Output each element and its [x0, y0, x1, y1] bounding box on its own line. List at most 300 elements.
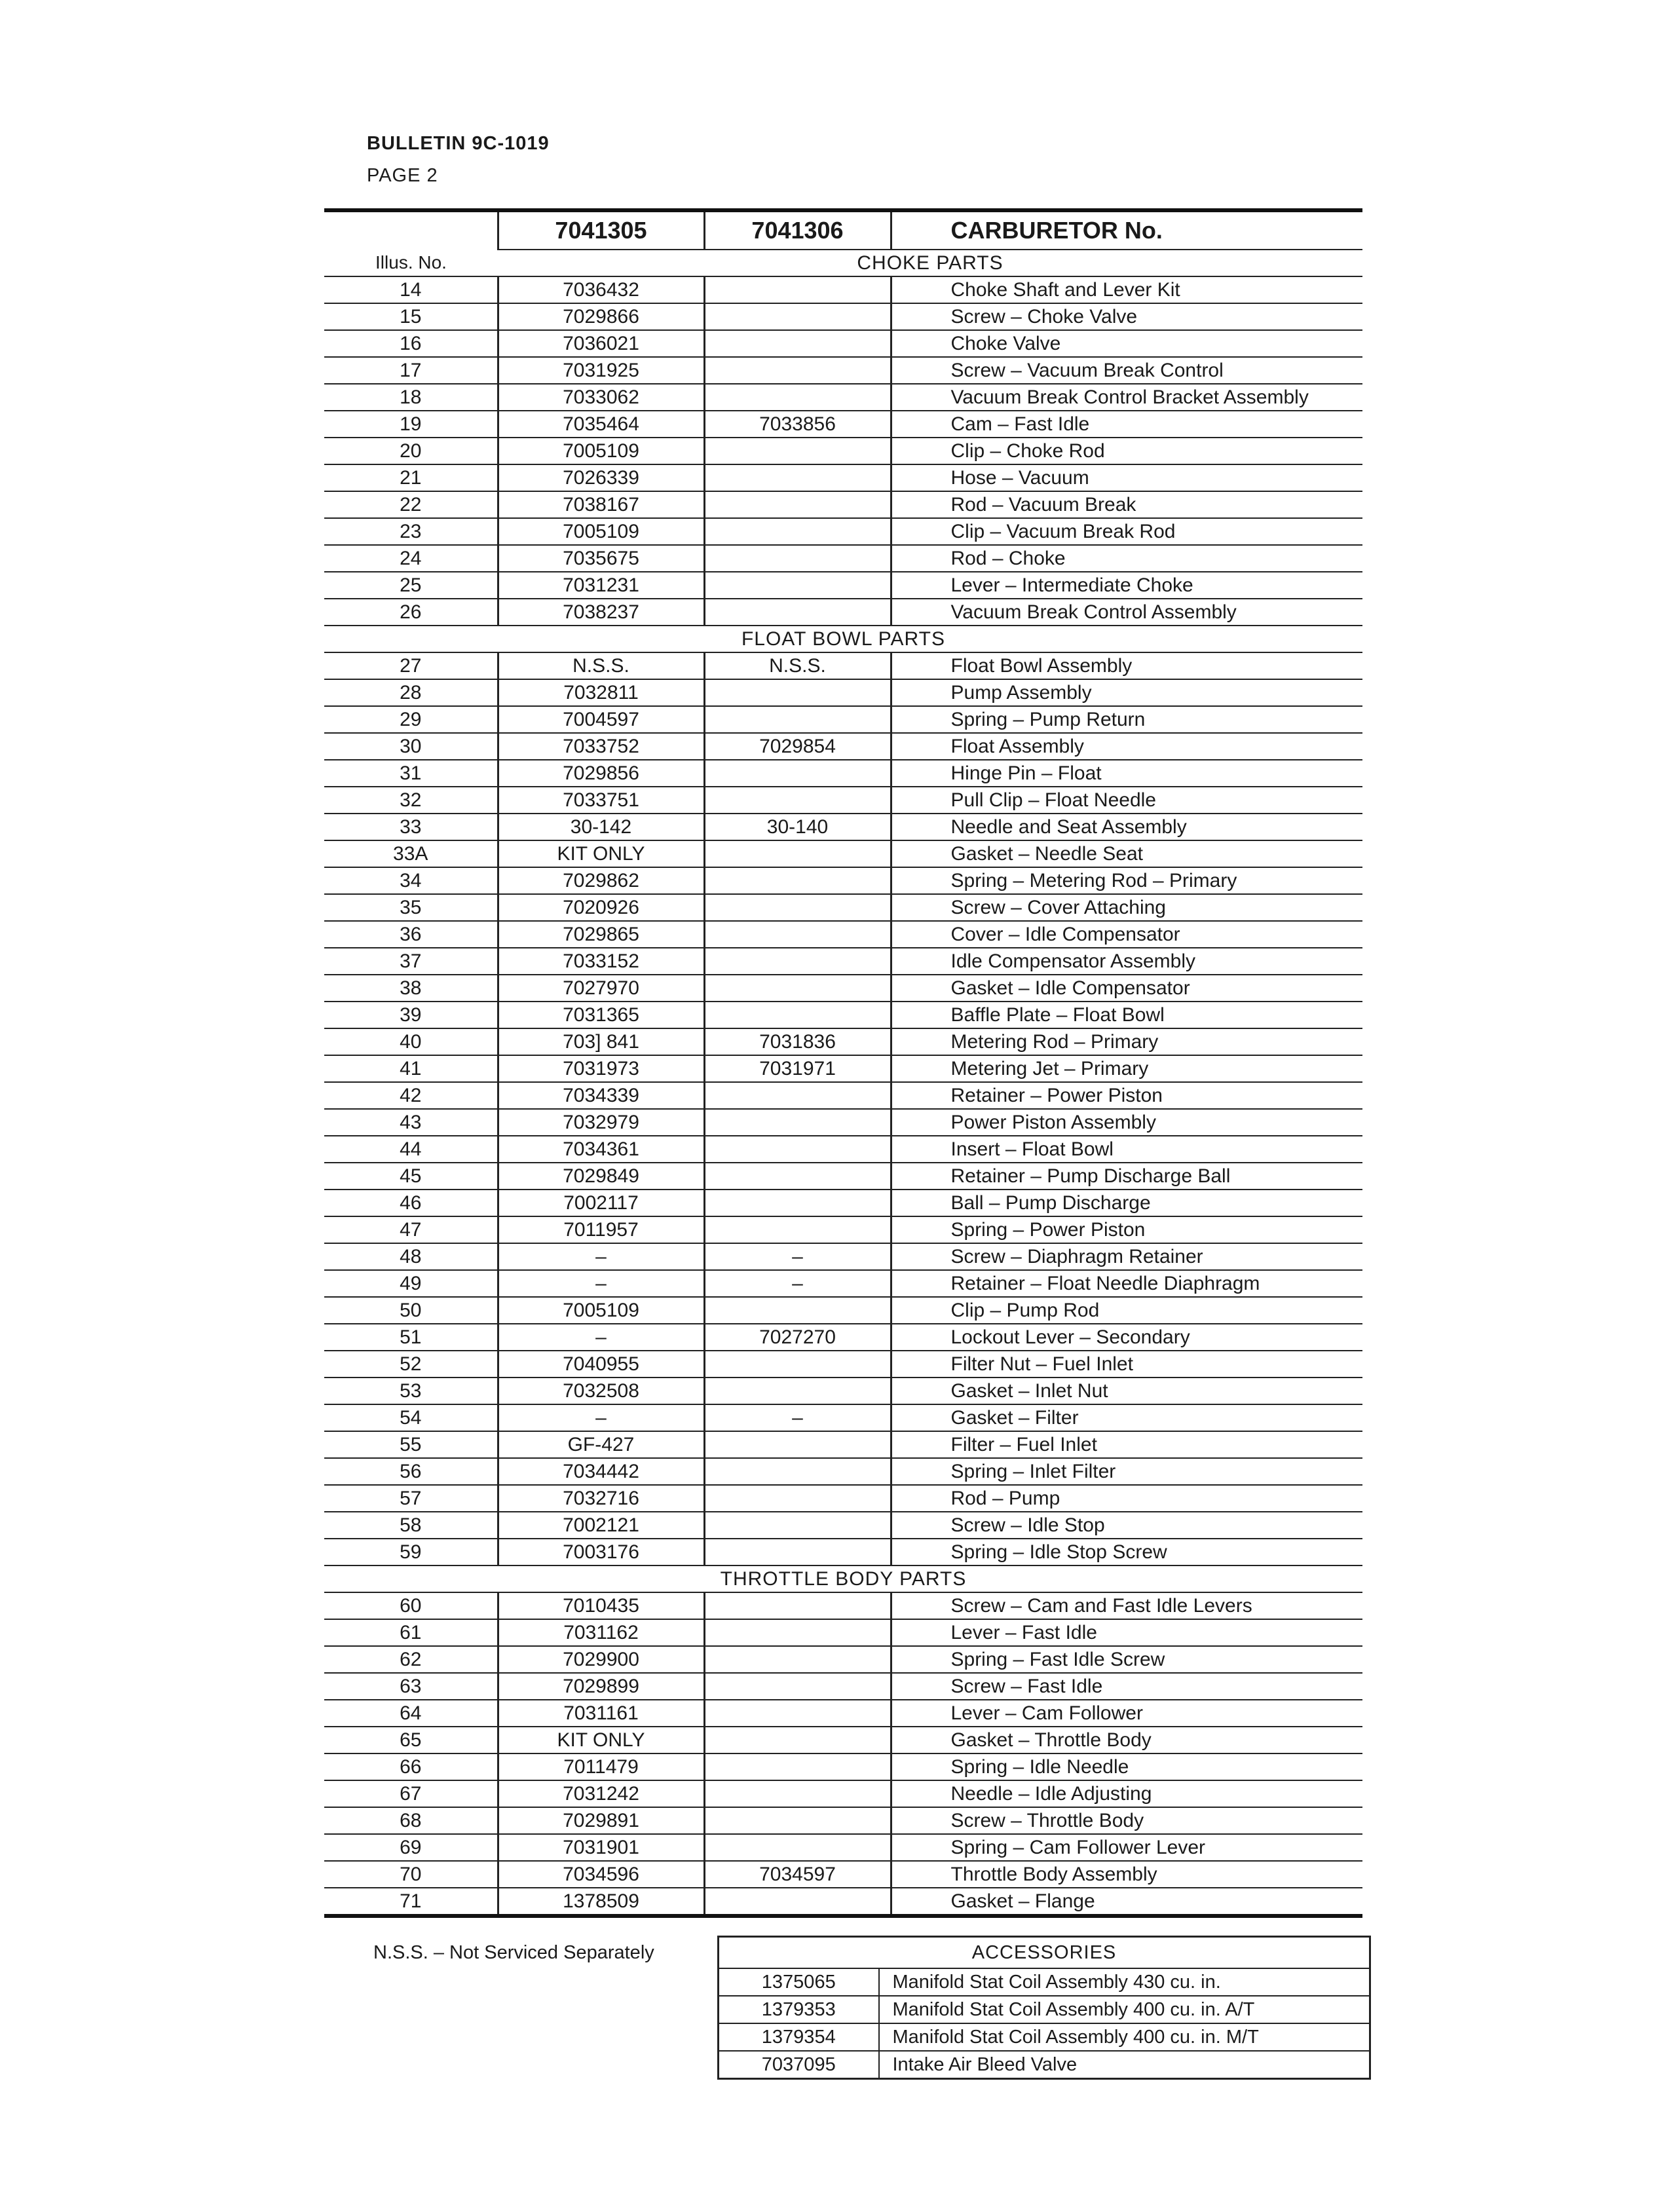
table-row	[324, 1539, 1362, 1565]
part-number-7041305: 30-142	[498, 814, 704, 840]
part-number-7041306	[704, 1002, 891, 1028]
illus-number: 17	[324, 357, 498, 384]
part-description: Lever – Fast Idle	[891, 1619, 1362, 1646]
accessory-description: Intake Air Bleed Valve	[879, 2051, 1370, 2079]
illus-number: 64	[324, 1700, 498, 1727]
illus-number: 38	[324, 975, 498, 1002]
part-number-7041306: 7027270	[704, 1324, 891, 1351]
part-description: Retainer – Pump Discharge Ball	[891, 1163, 1362, 1190]
table-row	[324, 1431, 1362, 1458]
illus-number: 47	[324, 1216, 498, 1243]
part-number-7041306	[704, 1673, 891, 1700]
illus-number: 57	[324, 1485, 498, 1512]
part-description: Ball – Pump Discharge	[891, 1190, 1362, 1216]
part-number-7041305: 7031161	[498, 1700, 704, 1727]
table-row	[324, 572, 1362, 599]
table-row	[324, 760, 1362, 787]
carburetor-label: CARBURETOR No.	[891, 210, 1362, 250]
part-number-7041306: 7033856	[704, 411, 891, 438]
table-row	[324, 1592, 1362, 1619]
part-description: Spring – Pump Return	[891, 706, 1362, 733]
part-description: Vacuum Break Control Assembly	[891, 599, 1362, 626]
part-description: Gasket – Idle Compensator	[891, 975, 1362, 1002]
part-description: Baffle Plate – Float Bowl	[891, 1002, 1362, 1028]
illus-header-blank	[324, 210, 498, 250]
part-number-7041305: 7011957	[498, 1216, 704, 1243]
part-number-7041305: 7029891	[498, 1807, 704, 1834]
part-description: Vacuum Break Control Bracket Assembly	[891, 384, 1362, 411]
parts-table	[324, 208, 1362, 1918]
part-number-7041306: –	[704, 1404, 891, 1431]
part-number-7041306	[704, 1646, 891, 1673]
table-row	[324, 518, 1362, 545]
part-description: Cover – Idle Compensator	[891, 921, 1362, 948]
part-number-7041305: 7031242	[498, 1780, 704, 1807]
illus-number: 68	[324, 1807, 498, 1834]
part-description: Needle and Seat Assembly	[891, 814, 1362, 840]
table-row	[324, 867, 1362, 894]
table-row	[324, 1190, 1362, 1216]
section-row	[324, 626, 1362, 652]
accessory-row	[719, 1968, 1370, 1996]
table-header-row	[324, 210, 1362, 250]
part-number-7041305: 7032508	[498, 1378, 704, 1404]
part-number-7041306	[704, 1109, 891, 1136]
table-row	[324, 679, 1362, 706]
part-number-7041306	[704, 1834, 891, 1861]
part-description: Rod – Choke	[891, 545, 1362, 572]
illus-number: 25	[324, 572, 498, 599]
part-description: Lever – Intermediate Choke	[891, 572, 1362, 599]
part-number-7041306	[704, 438, 891, 464]
illus-number: 69	[324, 1834, 498, 1861]
part-number-7041306	[704, 1539, 891, 1565]
table-row	[324, 1136, 1362, 1163]
illus-number: 39	[324, 1002, 498, 1028]
table-row	[324, 330, 1362, 357]
part-number-7041306	[704, 330, 891, 357]
illus-number: 60	[324, 1592, 498, 1619]
illus-number: 21	[324, 464, 498, 491]
part-description: Screw – Cam and Fast Idle Levers	[891, 1592, 1362, 1619]
section-title: CHOKE PARTS	[498, 250, 1362, 276]
part-number-7041305: 7031901	[498, 1834, 704, 1861]
part-description: Screw – Fast Idle	[891, 1673, 1362, 1700]
illus-number: 14	[324, 276, 498, 303]
part-number-7041306: 7031971	[704, 1055, 891, 1082]
part-description: Float Bowl Assembly	[891, 652, 1362, 679]
table-row	[324, 1619, 1362, 1646]
part-description: Hinge Pin – Float	[891, 760, 1362, 787]
part-number-7041305: 7034442	[498, 1458, 704, 1485]
table-row	[324, 411, 1362, 438]
part-description: Metering Rod – Primary	[891, 1028, 1362, 1055]
table-row	[324, 1028, 1362, 1055]
part-description: Power Piston Assembly	[891, 1109, 1362, 1136]
part-number-7041305: –	[498, 1324, 704, 1351]
part-number-7041306	[704, 1082, 891, 1109]
illus-number: 34	[324, 867, 498, 894]
illus-number: 19	[324, 411, 498, 438]
part-description: Clip – Choke Rod	[891, 438, 1362, 464]
part-number-7041305: 7005109	[498, 438, 704, 464]
table-row	[324, 894, 1362, 921]
part-number-7041306: N.S.S.	[704, 652, 891, 679]
part-number-7041305: 7003176	[498, 1539, 704, 1565]
part-number-7041306	[704, 1378, 891, 1404]
part-number-7041306	[704, 1592, 891, 1619]
table-row	[324, 1351, 1362, 1378]
illus-number: 45	[324, 1163, 498, 1190]
illus-number: 67	[324, 1780, 498, 1807]
part-description: Spring – Idle Stop Screw	[891, 1539, 1362, 1565]
table-row	[324, 1780, 1362, 1807]
illus-number: 30	[324, 733, 498, 760]
part-number-7041306	[704, 384, 891, 411]
part-description: Metering Jet – Primary	[891, 1055, 1362, 1082]
part-description: Spring – Idle Needle	[891, 1753, 1362, 1780]
table-row	[324, 1163, 1362, 1190]
part-number-7041305: 7033152	[498, 948, 704, 975]
part-description: Pump Assembly	[891, 679, 1362, 706]
part-description: Spring – Metering Rod – Primary	[891, 867, 1362, 894]
part-number-7041305: 7029900	[498, 1646, 704, 1673]
part-description: Screw – Cover Attaching	[891, 894, 1362, 921]
illus-number: 44	[324, 1136, 498, 1163]
part-number-7041305: 7005109	[498, 1297, 704, 1324]
part-description: Spring – Power Piston	[891, 1216, 1362, 1243]
carburetor-a-number: 7041305	[498, 210, 704, 250]
part-number-7041305: 7032979	[498, 1109, 704, 1136]
illus-number: 62	[324, 1646, 498, 1673]
illus-number: 59	[324, 1539, 498, 1565]
table-row	[324, 1055, 1362, 1082]
accessory-row	[719, 1996, 1370, 2023]
part-number-7041305: 7038167	[498, 491, 704, 518]
table-row	[324, 1700, 1362, 1727]
part-number-7041306	[704, 975, 891, 1002]
part-number-7041306	[704, 357, 891, 384]
table-row	[324, 464, 1362, 491]
part-description: Choke Shaft and Lever Kit	[891, 276, 1362, 303]
bulletin-number: BULLETIN 9C-1019	[367, 133, 550, 154]
illus-number: 18	[324, 384, 498, 411]
table-row	[324, 1485, 1362, 1512]
accessory-description: Manifold Stat Coil Assembly 400 cu. in. A/T	[879, 1996, 1370, 2023]
accessory-row	[719, 2051, 1370, 2079]
illus-number: 65	[324, 1727, 498, 1753]
illus-number: 51	[324, 1324, 498, 1351]
illus-number: 42	[324, 1082, 498, 1109]
table-row	[324, 733, 1362, 760]
part-description: Spring – Fast Idle Screw	[891, 1646, 1362, 1673]
part-number-7041305: 7031925	[498, 357, 704, 384]
part-number-7041305: 7011479	[498, 1753, 704, 1780]
table-row	[324, 1753, 1362, 1780]
part-description: Screw – Choke Valve	[891, 303, 1362, 330]
part-number-7041306	[704, 1431, 891, 1458]
illus-number: 24	[324, 545, 498, 572]
part-description: Idle Compensator Assembly	[891, 948, 1362, 975]
part-description: Insert – Float Bowl	[891, 1136, 1362, 1163]
table-row	[324, 1512, 1362, 1539]
part-number-7041306	[704, 545, 891, 572]
part-description: Clip – Pump Rod	[891, 1297, 1362, 1324]
part-number-7041306: 7031836	[704, 1028, 891, 1055]
illus-number: 33	[324, 814, 498, 840]
table-row	[324, 491, 1362, 518]
part-number-7041305: –	[498, 1270, 704, 1297]
table-row	[324, 652, 1362, 679]
part-number-7041306	[704, 1351, 891, 1378]
illus-number: 58	[324, 1512, 498, 1539]
accessory-part-number: 1379354	[719, 2023, 879, 2051]
parts-table-body	[324, 210, 1362, 1916]
part-number-7041305: 7032716	[498, 1485, 704, 1512]
part-number-7041305: 7034361	[498, 1136, 704, 1163]
part-number-7041306	[704, 921, 891, 948]
part-description: Hose – Vacuum	[891, 464, 1362, 491]
part-description: Rod – Vacuum Break	[891, 491, 1362, 518]
table-row	[324, 1082, 1362, 1109]
part-description: Filter Nut – Fuel Inlet	[891, 1351, 1362, 1378]
part-description: Gasket – Needle Seat	[891, 840, 1362, 867]
table-row	[324, 1297, 1362, 1324]
table-row	[324, 1861, 1362, 1888]
part-number-7041305: 7035464	[498, 411, 704, 438]
part-description: Pull Clip – Float Needle	[891, 787, 1362, 814]
part-number-7041306	[704, 303, 891, 330]
table-row	[324, 1216, 1362, 1243]
part-number-7041306	[704, 1780, 891, 1807]
illus-number: 52	[324, 1351, 498, 1378]
part-number-7041305: KIT ONLY	[498, 1727, 704, 1753]
table-row	[324, 1834, 1362, 1861]
part-number-7041305: 7031973	[498, 1055, 704, 1082]
part-number-7041305: 7034339	[498, 1082, 704, 1109]
table-row	[324, 1646, 1362, 1673]
illus-number: 31	[324, 760, 498, 787]
part-description: Screw – Diaphragm Retainer	[891, 1243, 1362, 1270]
section-title: THROTTLE BODY PARTS	[324, 1565, 1362, 1592]
part-number-7041305: 7040955	[498, 1351, 704, 1378]
table-row	[324, 545, 1362, 572]
part-number-7041306	[704, 491, 891, 518]
accessory-description: Manifold Stat Coil Assembly 400 cu. in. M/T	[879, 2023, 1370, 2051]
part-number-7041305: 7032811	[498, 679, 704, 706]
table-row	[324, 706, 1362, 733]
part-number-7041306	[704, 1700, 891, 1727]
section-title: FLOAT BOWL PARTS	[324, 626, 1362, 652]
illus-no-header: Illus. No.	[324, 250, 498, 276]
accessory-part-number: 7037095	[719, 2051, 879, 2079]
part-number-7041305: 7033751	[498, 787, 704, 814]
part-number-7041305: GF-427	[498, 1431, 704, 1458]
part-number-7041306	[704, 572, 891, 599]
part-description: Retainer – Power Piston	[891, 1082, 1362, 1109]
table-row	[324, 840, 1362, 867]
illus-number: 26	[324, 599, 498, 626]
illus-number: 55	[324, 1431, 498, 1458]
part-number-7041306: –	[704, 1243, 891, 1270]
table-row	[324, 1243, 1362, 1270]
part-number-7041306	[704, 1458, 891, 1485]
part-number-7041305: 7002121	[498, 1512, 704, 1539]
part-number-7041306	[704, 276, 891, 303]
illus-number: 22	[324, 491, 498, 518]
part-number-7041306	[704, 464, 891, 491]
part-number-7041306: –	[704, 1270, 891, 1297]
illus-number: 66	[324, 1753, 498, 1780]
part-number-7041306	[704, 1136, 891, 1163]
carburetor-b-number: 7041306	[704, 210, 891, 250]
part-number-7041305: 7029866	[498, 303, 704, 330]
part-number-7041306	[704, 518, 891, 545]
table-row	[324, 276, 1362, 303]
illus-number: 32	[324, 787, 498, 814]
illus-number: 20	[324, 438, 498, 464]
accessory-part-number: 1375065	[719, 1968, 879, 1996]
part-number-7041306	[704, 867, 891, 894]
part-number-7041306: 7034597	[704, 1861, 891, 1888]
part-number-7041305: 7026339	[498, 464, 704, 491]
page-number: PAGE 2	[367, 165, 438, 186]
illus-number: 63	[324, 1673, 498, 1700]
part-description: Clip – Vacuum Break Rod	[891, 518, 1362, 545]
part-number-7041305: 7029856	[498, 760, 704, 787]
part-number-7041305: 7029899	[498, 1673, 704, 1700]
section-row	[324, 250, 1362, 276]
part-number-7041305: 7031365	[498, 1002, 704, 1028]
part-number-7041305: –	[498, 1243, 704, 1270]
illus-number: 36	[324, 921, 498, 948]
part-number-7041306	[704, 1888, 891, 1916]
part-number-7041306	[704, 1727, 891, 1753]
illus-number: 43	[324, 1109, 498, 1136]
part-description: Screw – Vacuum Break Control	[891, 357, 1362, 384]
illus-number: 37	[324, 948, 498, 975]
table-row	[324, 1002, 1362, 1028]
part-number-7041306	[704, 1512, 891, 1539]
part-number-7041305: 7005109	[498, 518, 704, 545]
part-description: Gasket – Inlet Nut	[891, 1378, 1362, 1404]
table-row	[324, 1324, 1362, 1351]
part-number-7041306	[704, 1163, 891, 1190]
part-description: Filter – Fuel Inlet	[891, 1431, 1362, 1458]
part-number-7041305: –	[498, 1404, 704, 1431]
part-description: Lever – Cam Follower	[891, 1700, 1362, 1727]
table-row	[324, 1458, 1362, 1485]
part-description: Cam – Fast Idle	[891, 411, 1362, 438]
accessories-table	[717, 1936, 1371, 2080]
part-number-7041305: N.S.S.	[498, 652, 704, 679]
part-number-7041305: 7029849	[498, 1163, 704, 1190]
section-row	[324, 1565, 1362, 1592]
part-number-7041306	[704, 1619, 891, 1646]
part-number-7041306	[704, 1807, 891, 1834]
part-number-7041305: KIT ONLY	[498, 840, 704, 867]
table-row	[324, 357, 1362, 384]
table-row	[324, 1378, 1362, 1404]
illus-number: 35	[324, 894, 498, 921]
part-number-7041306	[704, 1485, 891, 1512]
part-number-7041305: 7004597	[498, 706, 704, 733]
accessories-title: ACCESSORIES	[719, 1937, 1370, 1969]
part-number-7041305: 7002117	[498, 1190, 704, 1216]
part-number-7041306	[704, 679, 891, 706]
illus-number: 29	[324, 706, 498, 733]
part-description: Lockout Lever – Secondary	[891, 1324, 1362, 1351]
part-number-7041306	[704, 1216, 891, 1243]
part-description: Gasket – Filter	[891, 1404, 1362, 1431]
part-description: Throttle Body Assembly	[891, 1861, 1362, 1888]
part-description: Screw – Throttle Body	[891, 1807, 1362, 1834]
illus-number: 40	[324, 1028, 498, 1055]
table-row	[324, 1404, 1362, 1431]
part-description: Gasket – Flange	[891, 1888, 1362, 1916]
table-row	[324, 1109, 1362, 1136]
illus-number: 70	[324, 1861, 498, 1888]
part-number-7041305: 7029865	[498, 921, 704, 948]
part-number-7041306	[704, 948, 891, 975]
illus-number: 48	[324, 1243, 498, 1270]
part-number-7041306	[704, 1190, 891, 1216]
illus-number: 23	[324, 518, 498, 545]
part-number-7041306	[704, 706, 891, 733]
table-row	[324, 948, 1362, 975]
part-number-7041306: 7029854	[704, 733, 891, 760]
illus-number: 71	[324, 1888, 498, 1916]
part-number-7041306	[704, 599, 891, 626]
part-number-7041306: 30-140	[704, 814, 891, 840]
illus-number: 56	[324, 1458, 498, 1485]
part-description: Choke Valve	[891, 330, 1362, 357]
illus-number: 53	[324, 1378, 498, 1404]
table-row	[324, 921, 1362, 948]
illus-number: 41	[324, 1055, 498, 1082]
nss-footnote: N.S.S. – Not Serviced Separately	[373, 1942, 654, 1963]
table-row	[324, 814, 1362, 840]
illus-number: 46	[324, 1190, 498, 1216]
part-number-7041306	[704, 1297, 891, 1324]
part-description: Float Assembly	[891, 733, 1362, 760]
illus-number: 50	[324, 1297, 498, 1324]
table-row	[324, 787, 1362, 814]
illus-number: 61	[324, 1619, 498, 1646]
part-number-7041305: 7031231	[498, 572, 704, 599]
table-row	[324, 599, 1362, 626]
part-number-7041306	[704, 894, 891, 921]
part-description: Rod – Pump	[891, 1485, 1362, 1512]
table-row	[324, 1727, 1362, 1753]
illus-number: 33A	[324, 840, 498, 867]
illus-number: 49	[324, 1270, 498, 1297]
table-row	[324, 1270, 1362, 1297]
table-row	[324, 1888, 1362, 1916]
part-description: Screw – Idle Stop	[891, 1512, 1362, 1539]
part-number-7041306	[704, 840, 891, 867]
part-number-7041305: 7029862	[498, 867, 704, 894]
part-description: Spring – Cam Follower Lever	[891, 1834, 1362, 1861]
part-description: Gasket – Throttle Body	[891, 1727, 1362, 1753]
accessories-title-row	[719, 1937, 1370, 1969]
part-number-7041306	[704, 1753, 891, 1780]
part-number-7041306	[704, 787, 891, 814]
illus-number: 15	[324, 303, 498, 330]
table-row	[324, 1673, 1362, 1700]
part-number-7041305: 1378509	[498, 1888, 704, 1916]
part-number-7041305: 7020926	[498, 894, 704, 921]
